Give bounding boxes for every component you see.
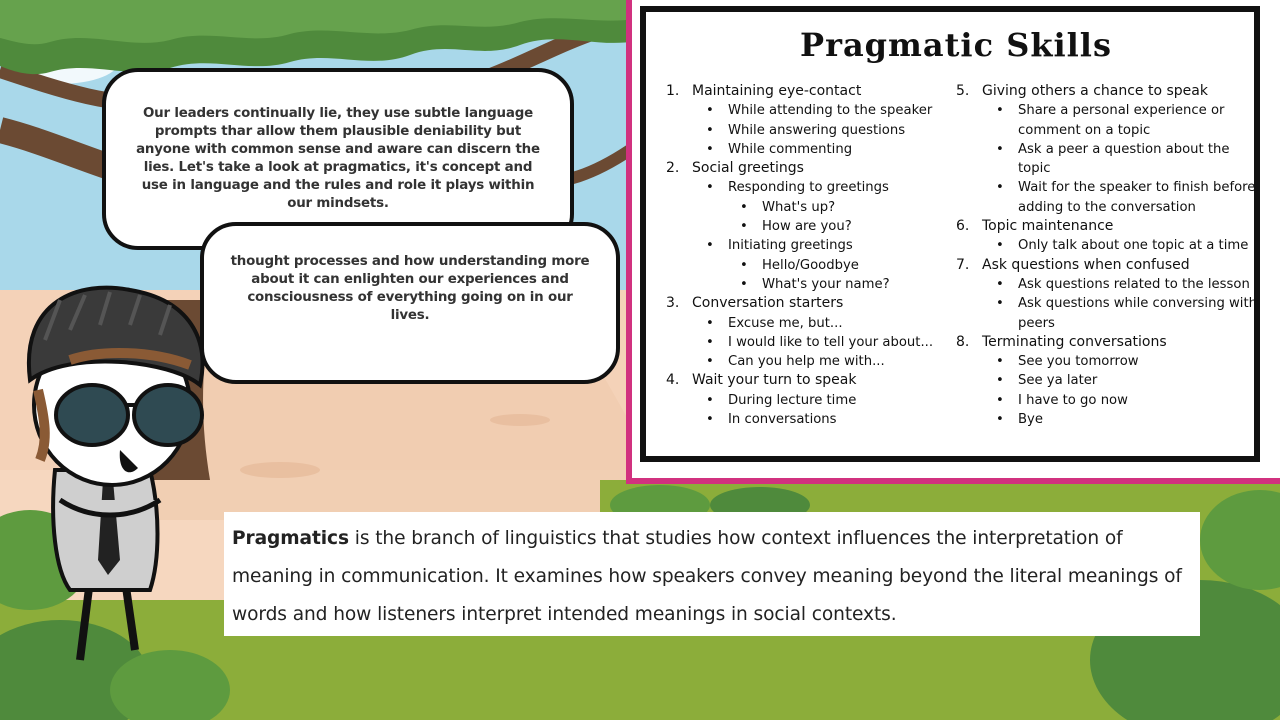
skill-bullet [666, 333, 956, 352]
skill-bullet [956, 101, 1256, 120]
skill-bullet-text: In conversations [728, 412, 837, 428]
skill-bullet [666, 121, 956, 140]
skill-heading-text: Maintaining eye-contact [692, 83, 862, 99]
skill-bullet-text: While commenting [728, 141, 853, 157]
skill-bullet-continuation [956, 314, 1256, 333]
skill-bullet [666, 391, 956, 410]
skill-bullet [956, 352, 1256, 371]
skill-bullet-text: While answering questions [728, 122, 906, 138]
definition-term: Pragmatics [232, 528, 349, 549]
pragmatic-skills-card [640, 6, 1260, 462]
skill-bullet-text: Share a personal experience or [1018, 103, 1225, 119]
skill-bullet-text: During lecture time [728, 392, 857, 408]
skill-number: 6. [956, 218, 970, 235]
skill-heading [956, 217, 1256, 236]
skill-heading-text: Wait your turn to speak [692, 372, 857, 389]
skill-sub-bullet [666, 198, 956, 217]
skill-sub-bullet [666, 256, 956, 275]
skill-number: 5. [956, 83, 970, 99]
skill-heading [956, 256, 1256, 275]
speech-bubble-bottom [200, 222, 620, 384]
skill-bullet [666, 410, 956, 429]
skill-bullet-text: Excuse me, but... [728, 315, 843, 331]
skill-bullet [956, 275, 1256, 294]
skill-bullet-text: While attending to the speaker [728, 103, 933, 119]
skill-heading [956, 333, 1256, 352]
skill-bullet-text: I have to go now [1018, 392, 1128, 408]
skill-bullet [666, 140, 956, 159]
skills-column-left [666, 82, 956, 429]
skill-bullet-text: Initiating greetings [728, 238, 853, 254]
skill-bullet [666, 352, 956, 371]
skill-heading-text: Ask questions when confused [982, 256, 1190, 273]
skill-bullet [956, 391, 1256, 410]
skill-bullet-text: What's up? [762, 199, 836, 215]
skill-bullet-text: How are you? [762, 219, 852, 235]
speech-bubble-bottom-text: thought processes and how understanding more about it can enlighten our experiences and consciousness of everything going on in our lives. [230, 254, 590, 323]
skill-bullet-text: Ask questions while conversing with [1018, 296, 1257, 312]
skill-bullet-continuation [956, 159, 1256, 178]
skill-bullet-text: Can you help me with... [728, 354, 885, 370]
skill-heading-text: Conversation starters [692, 295, 844, 312]
skill-bullet-text: Only talk about one topic at a time [1018, 238, 1249, 254]
skill-heading [666, 82, 956, 101]
skill-bullet-text: What's your name? [762, 276, 890, 292]
skill-heading-text: Topic maintenance [982, 218, 1114, 235]
skill-bullet-text: Responding to greetings [728, 180, 889, 196]
skill-bullet-text: topic [1018, 161, 1051, 177]
skill-bullet-text: See ya later [1018, 373, 1098, 389]
skill-bullet [956, 294, 1256, 313]
skill-bullet-text: peers [1018, 315, 1055, 331]
skill-bullet [956, 140, 1256, 159]
speech-bubble-top-text: Our leaders continually lie, they use subtle language prompts thar allow them plausible deniability but anyone with common sense and aware can discern the lies. Let's take a look at pragmatics, it's concept and use in language and the rules and role it plays within our mindsets. [136, 106, 540, 211]
skill-bullet [956, 371, 1256, 390]
skill-bullet-continuation [956, 121, 1256, 140]
skill-bullet [666, 314, 956, 333]
skill-number: 8. [956, 333, 970, 350]
definition-text: is the branch of linguistics that studies how context influences the interpretation of meaning in communication. It examines how speakers convey meaning beyond the literal meanings of words and how listeners interpret intended meanings in social contexts. [232, 528, 1182, 625]
skill-heading [666, 371, 956, 390]
skill-number: 4. [666, 372, 680, 389]
skill-bullet-text: adding to the conversation [1018, 199, 1196, 215]
skill-bullet-text: I would like to tell your about... [728, 334, 934, 350]
skill-heading-text: Terminating conversations [982, 333, 1167, 350]
skill-bullet-text: Ask questions related to the lesson [1018, 276, 1250, 292]
skill-bullet [666, 236, 956, 255]
definition-caption [224, 512, 1200, 636]
skill-number: 3. [666, 295, 680, 312]
skill-heading [666, 159, 956, 178]
skill-bullet-text: Wait for the speaker to finish before [1018, 180, 1256, 196]
skill-bullet [956, 178, 1256, 197]
skill-heading [956, 82, 1256, 101]
skill-heading-text: Social greetings [692, 160, 804, 177]
skill-heading [666, 294, 956, 313]
skill-bullet [956, 236, 1256, 255]
skills-column-right [956, 82, 1256, 429]
skill-bullet [956, 410, 1256, 429]
skill-number: 1. [666, 83, 680, 99]
skill-bullet-text: See you tomorrow [1018, 354, 1139, 370]
skill-bullet [666, 178, 956, 197]
skill-bullet-text: Hello/Goodbye [762, 257, 859, 273]
skill-sub-bullet [666, 217, 956, 236]
skill-heading-text: Giving others a chance to speak [982, 83, 1208, 99]
skill-number: 7. [956, 256, 970, 273]
skill-bullet-text: Bye [1018, 412, 1043, 428]
skill-sub-bullet [666, 275, 956, 294]
skill-number: 2. [666, 160, 680, 177]
skill-bullet-text: comment on a topic [1018, 122, 1151, 138]
skill-bullet-continuation [956, 198, 1256, 217]
skill-bullet [666, 101, 956, 120]
skill-bullet-text: Ask a peer a question about the [1018, 141, 1230, 157]
card-title: Pragmatic Skills [800, 26, 1112, 64]
